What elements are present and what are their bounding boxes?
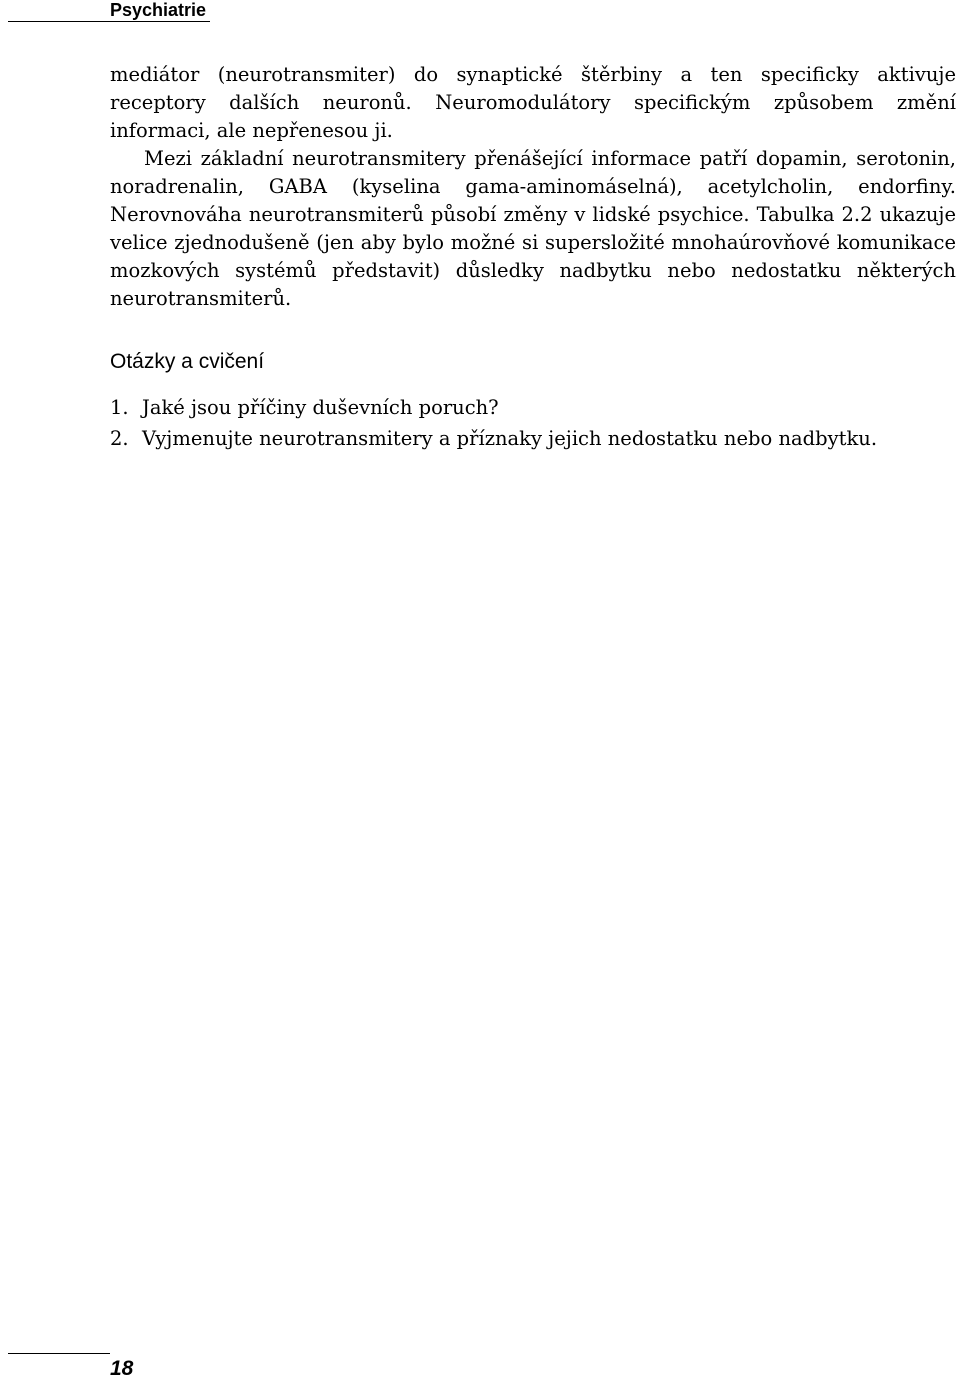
question-list bbox=[110, 392, 956, 454]
header-rule bbox=[8, 21, 210, 22]
page-number: 18 bbox=[110, 1357, 134, 1380]
body-paragraph-2: Mezi základní neurotransmitery přenášející informace patří dopamin, serotonin, noradrenalin, GABA (kyselina gama-aminomáselná), acetylcholin, endorfiny. Nerovnováha neurotransmiterů působí změny v lidské psychice. Tabulka 2.2 ukazuje velice zjednodušeně (jen aby bylo možné si supersložité mnohaúrovňové komunikace mozkových systémů představit) důsledky nadbytku nebo nedostatku některých neurotransmiterů. bbox=[110, 147, 956, 310]
question-item bbox=[110, 392, 956, 423]
body-paragraph-1: mediátor (neurotransmiter) do synaptické štěrbiny a ten specificky aktivuje receptory dalších neuronů. Neuromodulátory specifickým způsobem změní informaci, ale nepřenesou ji. bbox=[110, 63, 956, 142]
running-header-title: Psychiatrie bbox=[110, 0, 207, 20]
question-number: 1. bbox=[110, 396, 129, 419]
question-number: 2. bbox=[110, 427, 129, 450]
question-text: Vyjmenujte neurotransmitery a příznaky jejich nedostatku nebo nadbytku. bbox=[142, 427, 878, 450]
section-heading: Otázky a cvičení bbox=[110, 350, 265, 373]
question-item bbox=[110, 423, 956, 454]
question-text: Jaké jsou příčiny duševních poruch? bbox=[142, 396, 499, 419]
footer-rule bbox=[8, 1353, 110, 1354]
